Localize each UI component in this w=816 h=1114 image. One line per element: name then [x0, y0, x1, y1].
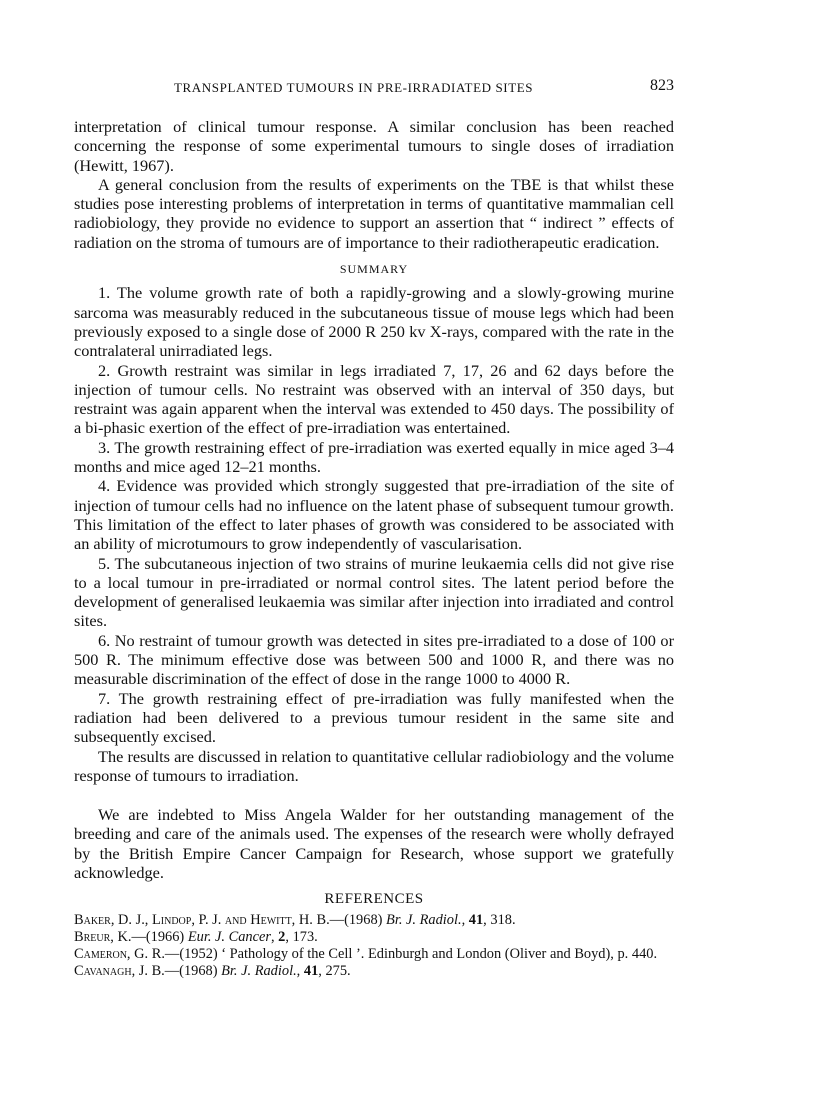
- reference-item: [74, 963, 674, 980]
- reference-details: —(1952) ‘ Pathology of the Cell ’. Edinburgh and London (Oliver and Boyd), p. 440.: [164, 945, 658, 962]
- summary-item: 7. The growth restraining effect of pre-irradiation was fully manifested when the radiation had been delivered to a previous tumour resident in the same site and subsequently excised.: [74, 688, 674, 747]
- reference-authors: Baker, D. J., Lindop, P. J. and Hewitt, H. B.: [74, 911, 330, 928]
- summary-item: 1. The volume growth rate of both a rapidly-growing and a slowly-growing murine sarcoma was measurably reduced in the subcutaneous tissue of mouse legs which had been previously exposed to a single dose of 2000 R 250 kv X-rays, compared with the rate in the contralateral unirradiated legs.: [74, 283, 674, 361]
- reference-pages: , 318.: [483, 911, 516, 928]
- references-heading: REFERENCES: [324, 891, 424, 908]
- reference-volume: 2: [278, 928, 286, 945]
- reference-authors: Cavanagh, J. B.: [74, 963, 165, 980]
- reference-separator: ,: [296, 963, 304, 980]
- body-text: [74, 117, 674, 980]
- summary-item: 6. No restraint of tumour growth was detected in sites pre-irradiated to a dose of 100 or 500 R. The minimum effective dose was between 500 and 1000 R, and there was no measurable discrimination of the effect of dose in the range 1000 to 4000 R.: [74, 630, 674, 689]
- reference-volume: 41: [303, 963, 319, 980]
- paragraph: interpretation of clinical tumour response. A similar conclusion has been reached concerning the response of some experimental tumours to single doses of irradiation (Hewitt, 1967).: [74, 117, 674, 175]
- reference-separator: ,: [270, 928, 279, 945]
- summary-item: 2. Growth restraint was similar in legs irradiated 7, 17, 26 and 62 days before the injection of tumour cells. No restraint was observed with an interval of 350 days, but restraint was again apparent when the interval was extended to 450 days. The possibility of a bi-phasic exertion of the effect of pre-irradiation was entertained.: [74, 360, 674, 438]
- summary-item: 4. Evidence was provided which strongly suggested that pre-irradiation of the site of injection of tumour cells had no influence on the latent phase of subsequent tumour growth. This limitation of the effect to later phases of growth was considered to be associated with an ability of microtumours to grow independently of vascularisation.: [74, 476, 674, 554]
- reference-item: [74, 912, 674, 929]
- summary-conclusion: The results are discussed in relation to quantitative cellular radiobiology and the volume response of tumours to irradiation.: [74, 746, 674, 785]
- reference-year: —(1966): [131, 928, 188, 945]
- summary-item: 5. The subcutaneous injection of two strains of murine leukaemia cells did not give rise to a local tumour in pre-irradiated or normal control sites. The latent period before the development of generalised leukaemia was similar after injection into irradiated and control sites.: [74, 553, 674, 631]
- summary-item: 3. The growth restraining effect of pre-irradiation was exerted equally in mice aged 3–4 months and mice aged 12–21 months.: [74, 437, 674, 477]
- reference-separator: ,: [461, 911, 469, 928]
- reference-authors: Cameron, G. R.: [74, 945, 165, 962]
- reference-item: [74, 929, 674, 946]
- reference-year: —(1968): [329, 911, 387, 928]
- reference-pages: , 173.: [285, 928, 318, 945]
- reference-item: [74, 946, 674, 963]
- reference-authors: Breur, K.: [74, 928, 132, 945]
- reference-journal: Eur. J. Cancer: [187, 928, 271, 945]
- reference-list: [74, 912, 674, 981]
- summary-heading: SUMMARY: [339, 262, 409, 277]
- reference-year: —(1968): [164, 963, 222, 980]
- running-title: TRANSPLANTED TUMOURS IN PRE-IRRADIATED SITES: [174, 80, 534, 95]
- page-header: [74, 77, 674, 102]
- reference-journal: Br. J. Radiol.: [386, 911, 462, 928]
- acknowledgement: We are indebted to Miss Angela Walder for her outstanding management of the breeding and care of the animals used. The expenses of the research were wholly defrayed by the British Empire Cancer Campaign for Research, whose support we gratefully acknowledge.: [74, 805, 674, 882]
- reference-volume: 41: [468, 911, 484, 928]
- page-number: 823: [650, 77, 674, 94]
- paragraph: A general conclusion from the results of experiments on the TBE is that whilst these studies pose interesting problems of interpretation in terms of quantitative mammalian cell radiobiology, they provide no evidence to support an assertion that “ indirect ” effects of radiation on the stroma of tumours are of importance to their radiotherapeutic eradication.: [74, 174, 674, 252]
- reference-pages: , 275.: [318, 963, 351, 980]
- reference-journal: Br. J. Radiol.: [221, 963, 297, 980]
